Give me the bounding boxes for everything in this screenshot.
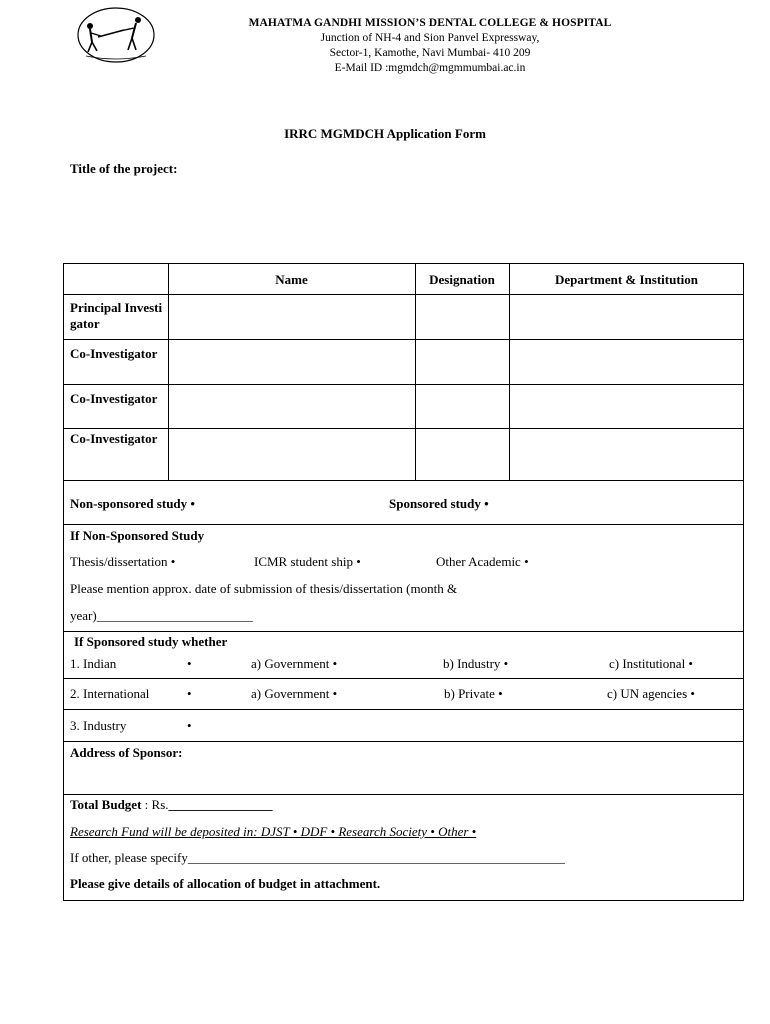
letterhead [150, 16, 710, 76]
thesis-option[interactable]: Thesis/dissertation • [70, 554, 176, 569]
submission-date-field[interactable]: year)________________________ [70, 608, 253, 623]
non-sponsored-option[interactable]: Non-sponsored study • [70, 496, 195, 511]
indian-bullet[interactable]: • [187, 656, 192, 671]
org-name: MAHATMA GANDHI MISSION’S DENTAL COLLEGE & HOSPITAL [248, 17, 612, 29]
address-line-1: Junction of NH-4 and Sion Panvel Expressway, [320, 32, 540, 44]
rule [63, 294, 744, 295]
rule [63, 480, 744, 481]
rule [63, 384, 744, 385]
rule [63, 741, 744, 742]
address-of-sponsor-label: Address of Sponsor: [70, 745, 183, 760]
indian-institutional-option[interactable]: c) Institutional • [609, 656, 693, 671]
email-line: E-Mail ID :mgmdch@mgmmumbai.ac.in [334, 62, 526, 74]
total-budget-line [70, 797, 273, 813]
industry-bullet[interactable]: • [187, 718, 192, 733]
total-budget-label: Total Budget [70, 797, 142, 812]
rule [63, 678, 744, 679]
sponsored-heading: If Sponsored study whether [74, 634, 228, 649]
international-un-option[interactable]: c) UN agencies • [607, 686, 695, 701]
non-sponsored-heading: If Non-Sponsored Study [70, 528, 205, 543]
role-co-investigator-1: Co-Investigator [70, 346, 158, 361]
industry-label: 3. Industry [70, 718, 127, 733]
research-fund-line[interactable]: Research Fund will be deposited in: DJST • DDF • Research Society • Other • [70, 824, 477, 839]
rule [63, 428, 744, 429]
sponsored-option[interactable]: Sponsored study • [389, 496, 489, 511]
role-co-investigator-2: Co-Investigator [70, 391, 158, 406]
role-principal-investigator: Principal Investigator [70, 300, 163, 331]
project-title-label: Title of the project: [70, 161, 178, 176]
total-budget-field[interactable]: ________________ [168, 797, 273, 812]
column-divider [415, 263, 416, 480]
role-co-investigator-3: Co-Investigator [70, 431, 158, 446]
if-other-specify-field[interactable]: If other, please specify__________________________________________________________ [70, 850, 565, 865]
international-government-option[interactable]: a) Government • [251, 686, 338, 701]
other-academic-option[interactable]: Other Academic • [436, 554, 529, 569]
rule [63, 339, 744, 340]
column-divider [168, 263, 169, 480]
college-logo [76, 6, 156, 64]
international-bullet[interactable]: • [187, 686, 192, 701]
rule [63, 631, 744, 632]
rule [63, 794, 744, 795]
international-private-option[interactable]: b) Private • [444, 686, 503, 701]
form-title: IRRC MGMDCH Application Form [284, 126, 486, 141]
header-designation: Designation [429, 272, 495, 287]
rule [63, 709, 744, 710]
address-line-2: Sector-1, Kamothe, Navi Mumbai- 410 209 [329, 47, 531, 59]
indian-label: 1. Indian [70, 656, 117, 671]
header-name: Name [275, 272, 308, 287]
submission-date-line: Please mention approx. date of submission of thesis/dissertation (month & [70, 581, 458, 596]
indian-industry-option[interactable]: b) Industry • [443, 656, 509, 671]
column-divider [509, 263, 510, 480]
international-label: 2. International [70, 686, 150, 701]
budget-allocation-note: Please give details of allocation of budget in attachment. [70, 876, 381, 891]
rule [63, 524, 744, 525]
indian-government-option[interactable]: a) Government • [251, 656, 338, 671]
icmr-option[interactable]: ICMR student ship • [254, 554, 361, 569]
header-department: Department & Institution [555, 272, 698, 287]
total-budget-suffix: : Rs. [141, 797, 169, 812]
